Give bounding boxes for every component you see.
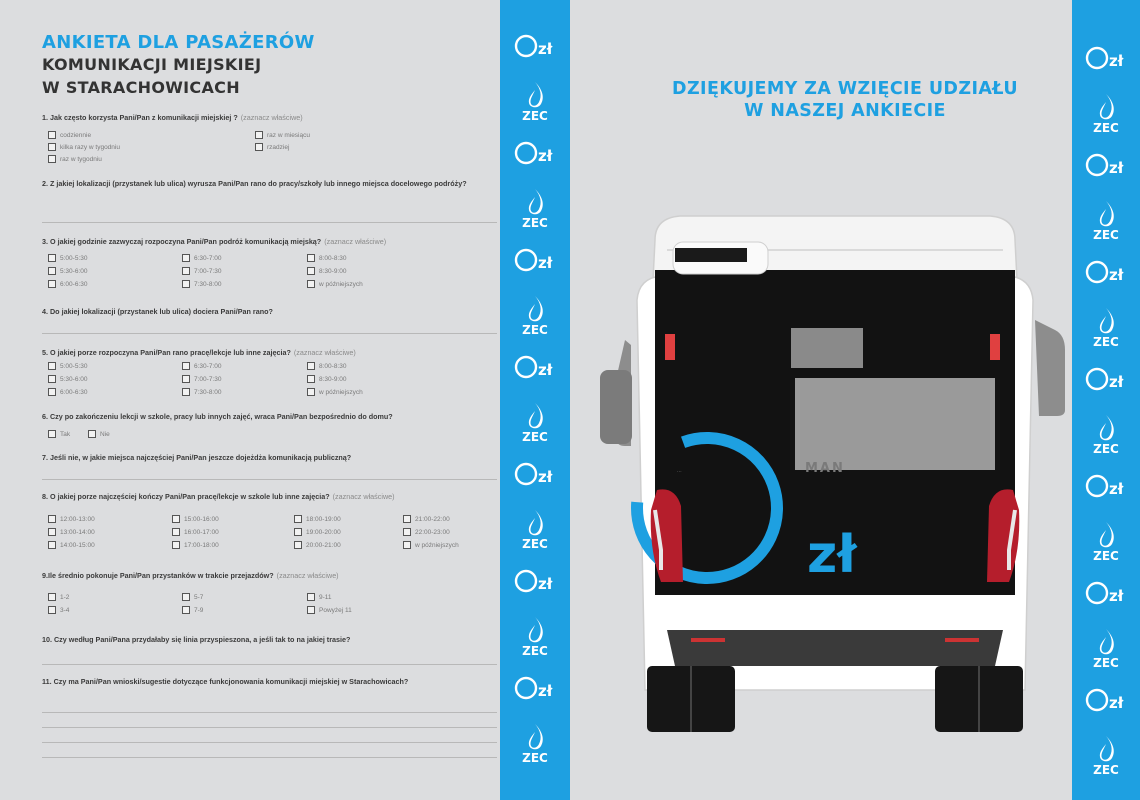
checkbox[interactable]	[48, 155, 56, 163]
checkbox[interactable]	[182, 362, 190, 370]
strip-unit	[1072, 151, 1140, 258]
zl-logo-text: zł	[1109, 52, 1124, 70]
zec-logo-text: ZEC	[1093, 335, 1119, 349]
zl-logo	[513, 674, 557, 704]
strip-unit	[500, 32, 570, 139]
option-label: 15:00-16:00	[184, 516, 219, 523]
strip-unit	[1072, 579, 1140, 686]
zec-logo-text: ZEC	[1093, 121, 1119, 135]
q5-option[interactable]	[182, 362, 221, 371]
checkbox[interactable]	[182, 267, 190, 275]
q6-option-yes[interactable]	[48, 430, 70, 439]
zec-logo	[1083, 306, 1129, 350]
marker-light-left	[665, 334, 675, 360]
question-9	[42, 570, 497, 581]
checkbox[interactable]	[403, 528, 411, 536]
checkbox[interactable]	[294, 541, 302, 549]
checkbox[interactable]	[88, 430, 96, 438]
question-1	[42, 112, 497, 123]
question-1-text: 1. Jak często korzysta Pani/Pan z komunikacji miejskiej ?	[42, 113, 238, 122]
bus-brand: MAN	[805, 461, 845, 476]
q8-option[interactable]	[403, 515, 450, 524]
option-label: 18:00-19:00	[306, 516, 341, 523]
thanks-heading	[630, 78, 1060, 122]
question-8-text: 8. O jakiej porze najczęściej kończy Pani/Pan pracę/lekcje w szkole lub inne zajęcia?	[42, 492, 330, 501]
q9-option[interactable]	[182, 606, 203, 615]
zec-logo	[1083, 627, 1129, 671]
q3-option[interactable]	[48, 267, 87, 276]
checkbox[interactable]	[307, 375, 315, 383]
q8-option[interactable]	[403, 528, 450, 537]
option-label: 16:00-17:00	[184, 529, 219, 536]
option-label: 7:00-7:30	[194, 268, 222, 275]
question-5	[42, 347, 497, 358]
checkbox[interactable]	[255, 131, 263, 139]
strip-unit	[500, 139, 570, 246]
option-label: 8:30-9:00	[319, 376, 347, 383]
q3-option[interactable]	[182, 254, 221, 263]
option-label: 5:30-6:00	[60, 376, 88, 383]
q8-option[interactable]	[172, 528, 219, 537]
option-label: w późniejszych	[415, 542, 459, 549]
option-label: 5-7	[194, 594, 204, 601]
option-label: 7-9	[194, 607, 204, 614]
strip-unit	[1072, 472, 1140, 579]
logo-strip-right	[1072, 0, 1140, 800]
zl-logo-text: zł	[538, 575, 553, 593]
q1-option[interactable]	[48, 131, 91, 140]
zec-logo-text: ZEC	[1093, 763, 1119, 777]
zec-logo-text: ZEC	[522, 323, 548, 337]
question-8	[42, 491, 497, 502]
zec-logo	[1083, 413, 1129, 457]
checkbox[interactable]	[172, 528, 180, 536]
option-label: 1-2	[60, 594, 70, 601]
answer-line[interactable]	[42, 664, 497, 665]
option-label: rzadziej	[267, 144, 290, 151]
zec-logo-text: ZEC	[522, 644, 548, 658]
strip-unit	[500, 246, 570, 353]
strip-unit	[500, 674, 570, 781]
thanks-line1: DZIĘKUJEMY ZA WZIĘCIE UDZIAŁU	[672, 79, 1018, 99]
rear-window	[795, 378, 995, 470]
zec-logo	[1083, 92, 1129, 136]
option-label: 14:00-15:00	[60, 542, 95, 549]
q1-option[interactable]	[48, 155, 102, 164]
zl-logo-text: zł	[1109, 266, 1124, 284]
strip-unit	[500, 353, 570, 460]
option-label: Nie	[100, 431, 110, 438]
strip-unit	[1072, 686, 1140, 793]
q9-option[interactable]	[48, 593, 69, 602]
option-label: 12:00-13:00	[60, 516, 95, 523]
zl-logo-text: zł	[538, 682, 553, 700]
q5-option[interactable]	[307, 362, 346, 371]
option-label: 6:30-7:00	[194, 363, 222, 370]
question-9-text: 9.Ile średnio pokonuje Pani/Pan przystanków w trakcie przejazdów?	[42, 571, 274, 580]
q6-option-no[interactable]	[88, 430, 110, 439]
checkbox[interactable]	[182, 388, 190, 396]
zec-logo-text: ZEC	[522, 751, 548, 765]
question-5-note: (zaznacz właściwe)	[293, 348, 356, 357]
q3-option[interactable]	[48, 280, 87, 289]
option-label: 7:00-7:30	[194, 376, 222, 383]
zl-logo-text: zł	[538, 254, 553, 272]
checkbox[interactable]	[307, 254, 315, 262]
zl-logo-text: zł	[1109, 694, 1124, 712]
checkbox[interactable]	[307, 593, 315, 601]
checkbox[interactable]	[48, 528, 56, 536]
bus-illustration	[595, 210, 1075, 750]
q5-option[interactable]	[48, 375, 87, 384]
option-label: 7:30-8:00	[194, 281, 222, 288]
option-label: 5:00-5:30	[60, 363, 88, 370]
answer-line[interactable]	[42, 222, 497, 223]
zl-logo	[1084, 472, 1128, 502]
reflector-left	[691, 638, 725, 642]
zl-logo	[1084, 686, 1128, 716]
option-label: codziennie	[60, 132, 92, 139]
question-10: 10. Czy według Pani/Pana przydałaby się linia przyspieszona, a jeśli tak to na jakiej trasie?	[42, 635, 351, 644]
option-label: 6:30-7:00	[194, 255, 222, 262]
zl-logo	[1084, 365, 1128, 395]
q8-option[interactable]	[48, 515, 95, 524]
marker-light-right	[990, 334, 1000, 360]
zl-logo	[513, 32, 557, 62]
question-3-note: (zaznacz właściwe)	[324, 237, 387, 246]
zec-logo	[1083, 520, 1129, 564]
option-label: raz w tygodniu	[60, 156, 102, 163]
checkbox[interactable]	[48, 541, 56, 549]
zec-logo-text: ZEC	[1093, 228, 1119, 242]
checkbox[interactable]	[48, 362, 56, 370]
q8-option[interactable]	[294, 515, 341, 524]
checkbox[interactable]	[48, 515, 56, 523]
question-1-note: (zaznacz właściwe)	[240, 113, 303, 122]
q5-option[interactable]	[182, 375, 221, 384]
zec-logo	[1083, 199, 1129, 243]
checkbox[interactable]	[307, 280, 315, 288]
zec-logo	[512, 508, 558, 552]
checkbox[interactable]	[48, 280, 56, 288]
checkbox[interactable]	[182, 606, 190, 614]
zl-logo	[1084, 44, 1128, 74]
checkbox[interactable]	[48, 606, 56, 614]
question-2: 2. Z jakiej lokalizacji (przystanek lub ulica) wyrusza Pani/Pan rano do pracy/szkoły lub innego miejsca docelowego podróży?	[42, 179, 467, 188]
option-label: 21:00-22:00	[415, 516, 450, 523]
checkbox[interactable]	[48, 143, 56, 151]
option-label: 5:00-5:30	[60, 255, 88, 262]
zec-logo	[512, 294, 558, 338]
question-5-text: 5. O jakiej porze rozpoczyna Pani/Pan rano pracę/lekcje lub inne zajęcia?	[42, 348, 291, 357]
answer-line[interactable]	[42, 333, 497, 334]
rear-sign	[791, 328, 863, 368]
checkbox[interactable]	[48, 388, 56, 396]
q5-option[interactable]	[48, 388, 87, 397]
checkbox[interactable]	[48, 430, 56, 438]
zec-logo-text: ZEC	[522, 216, 548, 230]
reflector-right	[945, 638, 979, 642]
zl-logo	[513, 567, 557, 597]
q1-option[interactable]	[48, 143, 120, 152]
q8-option[interactable]	[294, 541, 341, 550]
zec-logo-text: ZEC	[1093, 442, 1119, 456]
option-label: 22:00-23:00	[415, 529, 450, 536]
option-label: 8:00-8:30	[319, 363, 347, 370]
option-label: 19:00-20:00	[306, 529, 341, 536]
checkbox[interactable]	[48, 375, 56, 383]
q5-option[interactable]	[307, 388, 363, 397]
checkbox[interactable]	[403, 515, 411, 523]
answer-line[interactable]	[42, 712, 497, 713]
checkbox[interactable]	[307, 362, 315, 370]
logo-strip-left	[500, 0, 570, 800]
q9-option[interactable]	[48, 606, 69, 615]
question-11: 11. Czy ma Pani/Pan wnioski/sugestie dotyczące funkcjonowania komunikacji miejskiej w Starachowicach?	[42, 677, 409, 686]
q8-option[interactable]	[294, 528, 341, 537]
q3-option[interactable]	[307, 280, 363, 289]
q8-option[interactable]	[48, 541, 95, 550]
checkbox[interactable]	[172, 515, 180, 523]
q1-option[interactable]	[255, 143, 289, 152]
zl-logo-text: zł	[1109, 373, 1124, 391]
option-label: Powyżej 11	[319, 607, 352, 614]
zec-logo-text: ZEC	[1093, 549, 1119, 563]
zl-logo-text: zł	[538, 40, 553, 58]
strip-unit	[1072, 44, 1140, 151]
option-label: Tak	[60, 431, 71, 438]
option-label: raz w miesiącu	[267, 132, 310, 139]
checkbox[interactable]	[48, 254, 56, 262]
zl-logo-text: zł	[538, 468, 553, 486]
checkbox[interactable]	[403, 541, 411, 549]
checkbox[interactable]	[182, 593, 190, 601]
answer-line[interactable]	[42, 742, 497, 743]
option-label: 8:00-8:30	[319, 255, 347, 262]
zec-logo	[512, 615, 558, 659]
answer-line[interactable]	[42, 727, 497, 728]
option-label: 17:00-18:00	[184, 542, 219, 549]
zec-logo-text: ZEC	[522, 537, 548, 551]
q5-option[interactable]	[307, 375, 346, 384]
q3-option[interactable]	[307, 254, 346, 263]
checkbox[interactable]	[307, 606, 315, 614]
zec-logo-text: ZEC	[522, 430, 548, 444]
checkbox[interactable]	[48, 593, 56, 601]
q9-option[interactable]	[307, 593, 332, 602]
question-7: 7. Jeśli nie, w jakie miejsca najczęściej Pani/Pan jeszcze dojeżdża komunikacją publiczną?	[42, 453, 352, 462]
option-label: w późniejszych	[319, 281, 363, 288]
q9-option[interactable]	[307, 606, 352, 615]
q8-option[interactable]	[172, 541, 219, 550]
q5-option[interactable]	[182, 388, 221, 397]
zl-logo	[513, 246, 557, 276]
option-label: 9-11	[319, 594, 332, 601]
option-label: kilka razy w tygodniu	[60, 144, 120, 151]
option-label: 3-4	[60, 607, 70, 614]
q8-option[interactable]	[48, 528, 95, 537]
zec-logo	[512, 80, 558, 124]
checkbox[interactable]	[294, 515, 302, 523]
question-3	[42, 236, 497, 247]
checkbox[interactable]	[182, 254, 190, 262]
survey-title-line3: W STARACHOWICACH	[42, 78, 240, 97]
strip-unit	[1072, 258, 1140, 365]
route-display	[675, 248, 747, 262]
zec-logo	[1083, 734, 1129, 778]
q1-option[interactable]	[255, 131, 310, 140]
zl-logo-text: zł	[1109, 159, 1124, 177]
zl-logo	[513, 460, 557, 490]
strip-unit	[500, 567, 570, 674]
option-label: 7:30-8:00	[194, 389, 222, 396]
question-3-text: 3. O jakiej godzinie zazwyczaj rozpoczyna Pani/Pan podróż komunikacją miejską?	[42, 237, 322, 246]
zl-logo	[1084, 151, 1128, 181]
option-label: 6:00-6:30	[60, 281, 88, 288]
checkbox[interactable]	[307, 267, 315, 275]
zec-logo	[512, 401, 558, 445]
checkbox[interactable]	[182, 375, 190, 383]
checkbox[interactable]	[294, 528, 302, 536]
option-label: 20:00-21:00	[306, 542, 341, 549]
survey-panel	[0, 0, 500, 800]
zec-logo	[512, 187, 558, 231]
question-6: 6. Czy po zakończeniu lekcji w szkole, pracy lub innych zajęć, wraca Pani/Pan bezpośrednio do domu?	[42, 412, 393, 421]
answer-line[interactable]	[42, 479, 497, 480]
checkbox[interactable]	[182, 280, 190, 288]
q3-option[interactable]	[182, 280, 221, 289]
zl-logo-text: zł	[538, 361, 553, 379]
zec-logo-text: ZEC	[1093, 656, 1119, 670]
q3-option[interactable]	[48, 254, 87, 263]
thanks-line2: W NASZEJ ANKIECIE	[744, 101, 946, 121]
checkbox[interactable]	[48, 131, 56, 139]
checkbox[interactable]	[307, 388, 315, 396]
option-label: 13:00-14:00	[60, 529, 95, 536]
bus-plate-text: ...	[677, 468, 682, 474]
zl-logo	[1084, 579, 1128, 609]
zl-logo	[513, 139, 557, 169]
q3-option[interactable]	[307, 267, 346, 276]
checkbox[interactable]	[255, 143, 263, 151]
option-label: 8:30-9:00	[319, 268, 347, 275]
zl-logo	[513, 353, 557, 383]
strip-unit	[1072, 365, 1140, 472]
q8-option[interactable]	[172, 515, 219, 524]
survey-title-line2: KOMUNIKACJI MIEJSKIEJ	[42, 55, 262, 74]
zl-logo-text: zł	[538, 147, 553, 165]
bus-zl-text: zł	[807, 525, 857, 585]
question-9-note: (zaznacz właściwe)	[276, 571, 339, 580]
checkbox[interactable]	[172, 541, 180, 549]
q9-option[interactable]	[182, 593, 203, 602]
rear-bumper	[667, 630, 1003, 666]
zec-logo	[512, 722, 558, 766]
q3-option[interactable]	[182, 267, 221, 276]
option-label: 6:00-6:30	[60, 389, 88, 396]
zl-logo-text: zł	[1109, 587, 1124, 605]
survey-title-line1: ANKIETA DLA PASAŻERÓW	[42, 32, 315, 53]
question-8-note: (zaznacz właściwe)	[332, 492, 395, 501]
option-label: 5:30-6:00	[60, 268, 88, 275]
q8-option[interactable]	[403, 541, 459, 550]
question-4: 4. Do jakiej lokalizacji (przystanek lub ulica) dociera Pani/Pan rano?	[42, 307, 273, 316]
answer-line[interactable]	[42, 757, 497, 758]
zl-logo-text: zł	[1109, 480, 1124, 498]
zec-logo-text: ZEC	[522, 109, 548, 123]
zl-logo	[1084, 258, 1128, 288]
checkbox[interactable]	[48, 267, 56, 275]
q5-option[interactable]	[48, 362, 87, 371]
mirror-left-glass	[600, 370, 632, 444]
mirror-right	[1035, 320, 1065, 416]
strip-unit	[500, 460, 570, 567]
option-label: w późniejszych	[319, 389, 363, 396]
